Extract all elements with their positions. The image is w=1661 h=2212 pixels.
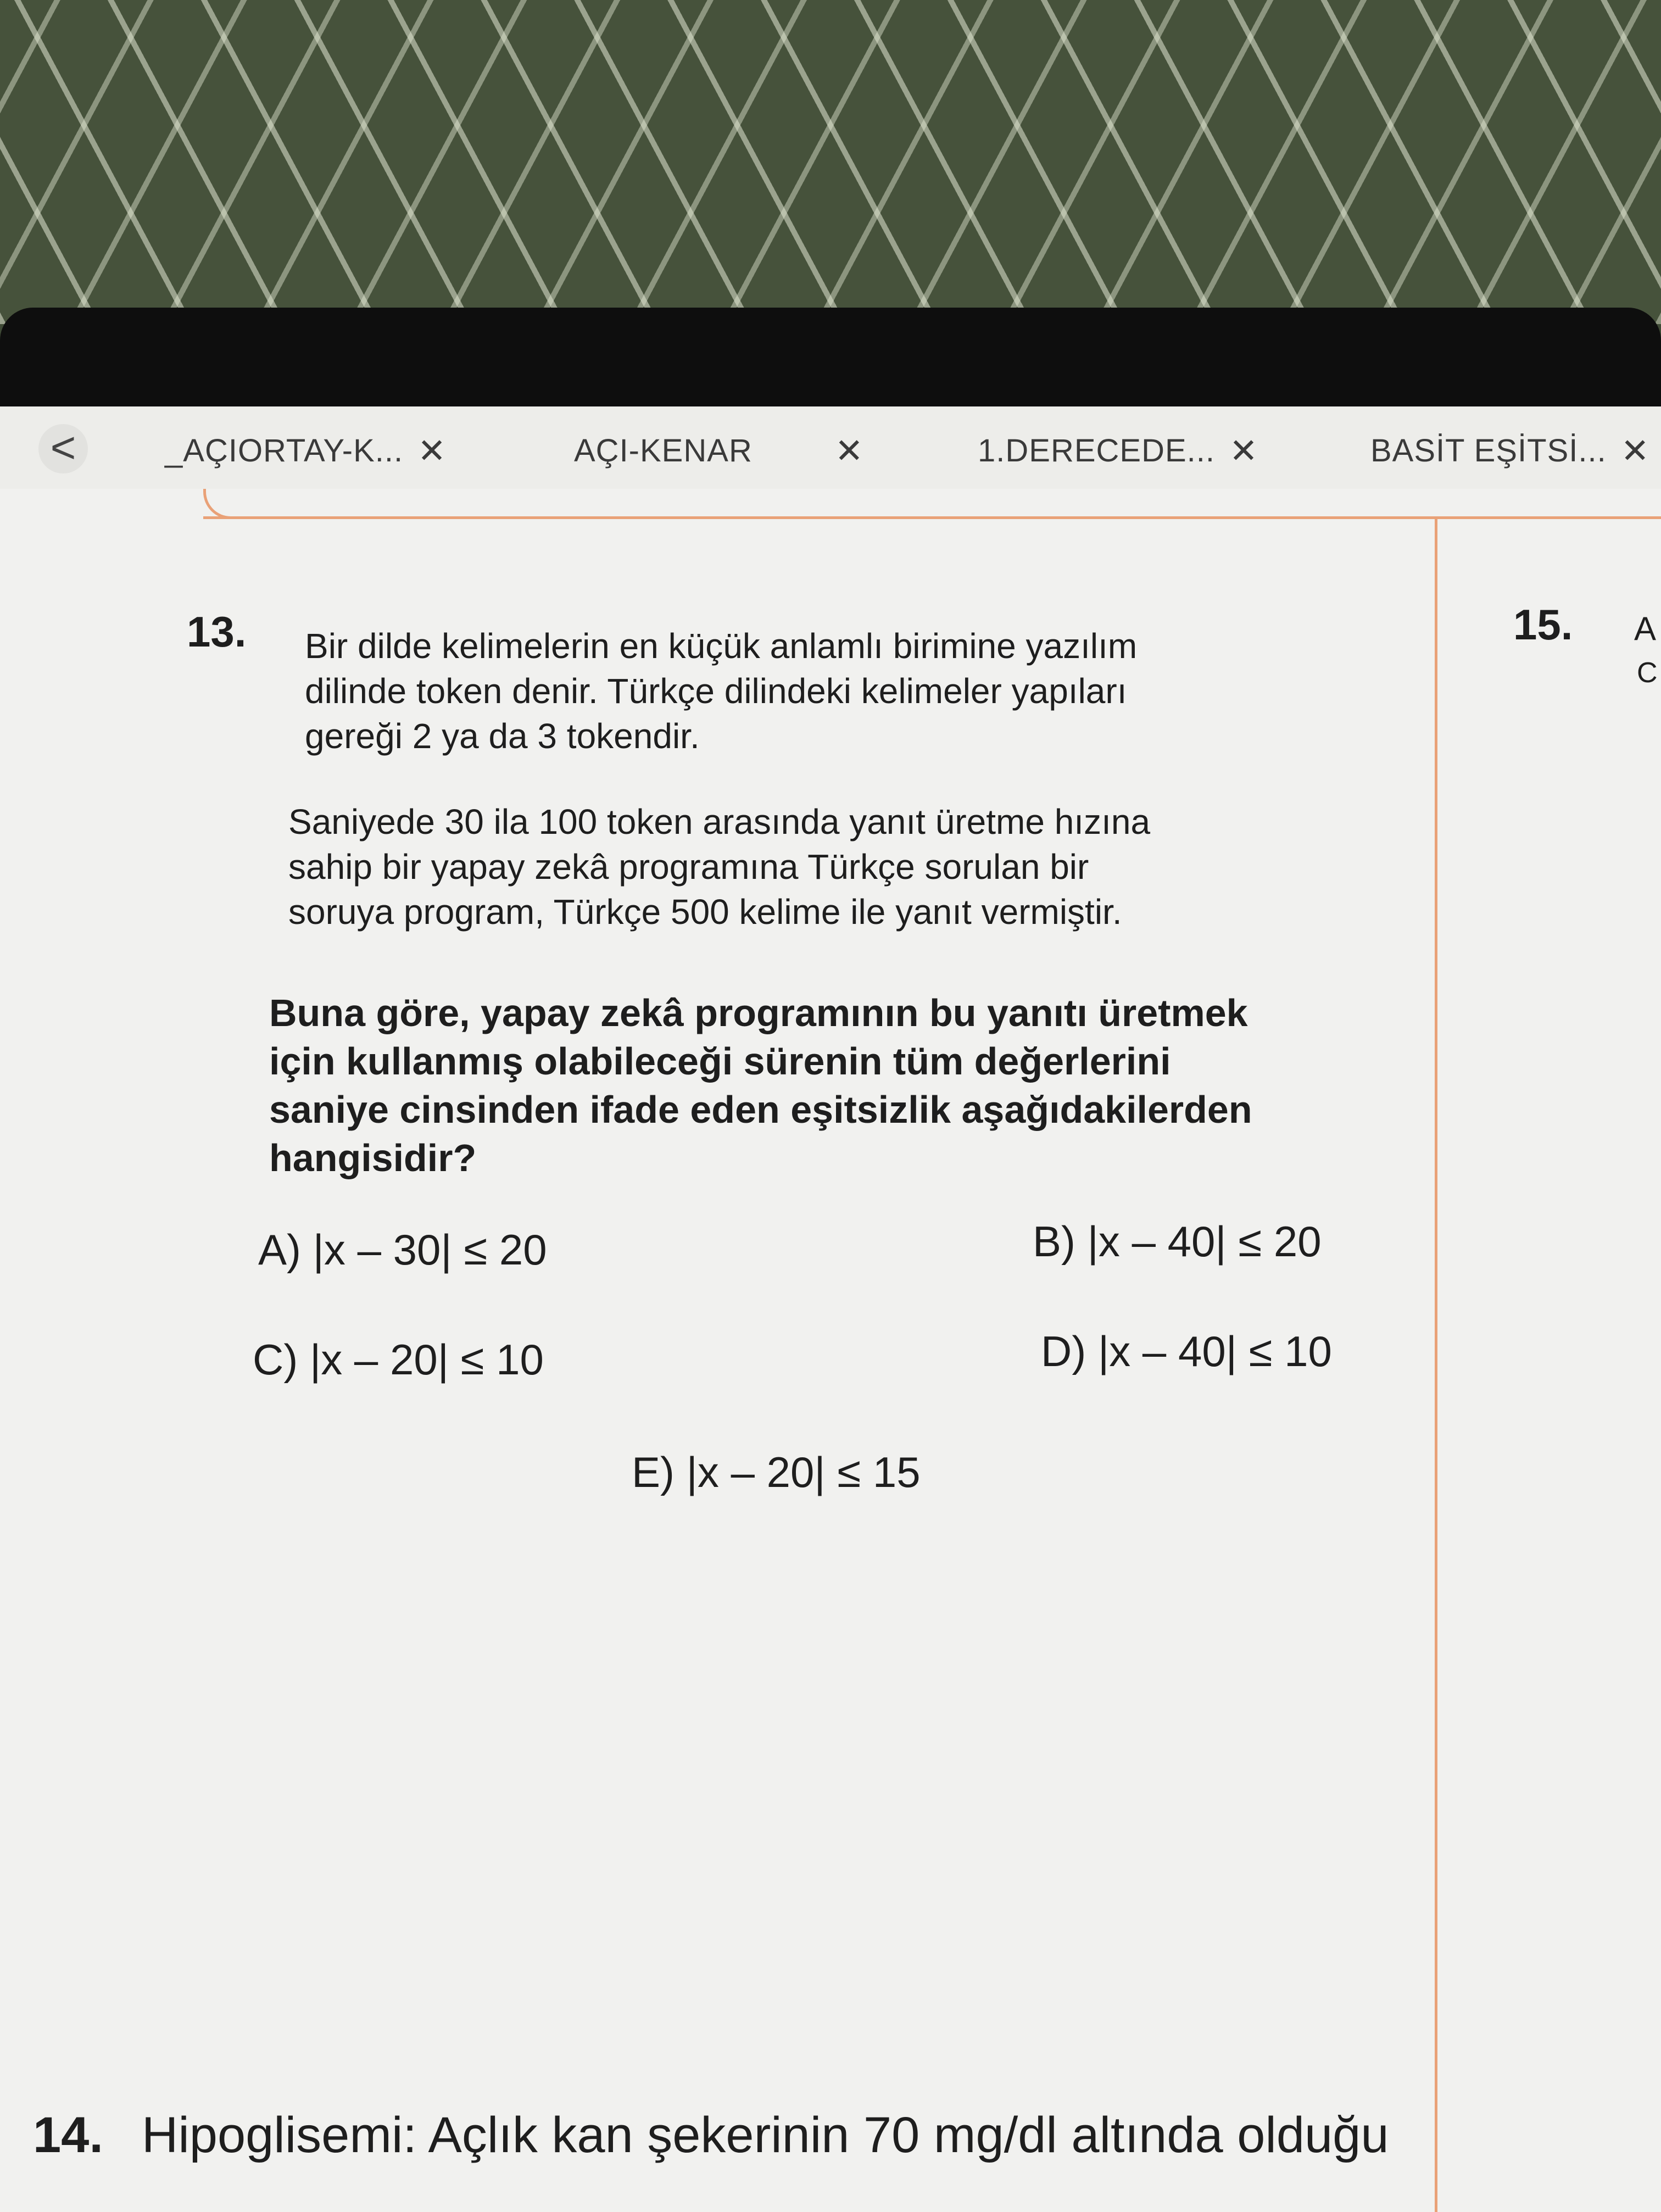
text-line: Bir dilde kelimelerin en küçük anlamlı birimine yazılım [305, 626, 1138, 666]
question-13-prompt [269, 989, 1252, 1182]
text-line: için kullanmış olabileceği sürenin tüm değerlerini [269, 1040, 1171, 1083]
document-page [0, 406, 1661, 2212]
text-line: Buna göre, yapay zekâ programının bu yanıtı üretmek [269, 991, 1248, 1034]
question-15-text-fragment: C [1637, 657, 1658, 689]
tab-label: 1.DERECEDE... [978, 432, 1215, 469]
option-d: D) |x – 40| ≤ 10 [1041, 1327, 1332, 1375]
tab-label: AÇI-KENAR [574, 432, 753, 469]
tab-label: BASİT EŞİTSİ... [1370, 432, 1607, 469]
close-icon[interactable]: ✕ [834, 432, 863, 470]
question-14-text: Hipoglisemi: Açlık kan şekerinin 70 mg/dl altında olduğu [141, 2107, 1389, 2163]
text-line: dilinde token denir. Türkçe dilindeki kelimeler yapıları [305, 671, 1127, 711]
option-b: B) |x – 40| ≤ 20 [1033, 1217, 1322, 1266]
question-13-context [288, 799, 1150, 934]
question-15-number: 15. [1513, 600, 1573, 649]
back-chevron-icon[interactable]: < [38, 424, 88, 473]
text-line: gereği 2 ya da 3 tokendir. [305, 716, 700, 756]
close-icon[interactable]: ✕ [1620, 432, 1649, 470]
question-13-intro [305, 623, 1137, 759]
text-line: Saniyede 30 ila 100 token arasında yanıt üretme hızına [288, 802, 1151, 842]
question-14 [33, 2107, 1389, 2164]
close-icon[interactable]: ✕ [417, 432, 447, 470]
close-icon[interactable]: ✕ [1229, 432, 1258, 470]
question-13-number: 13. [187, 608, 247, 656]
text-line: hangisidir? [269, 1136, 477, 1179]
option-e: E) |x – 20| ≤ 15 [632, 1448, 921, 1496]
option-a: A) |x – 30| ≤ 20 [258, 1225, 547, 1274]
text-line: saniye cinsinden ifade eden eşitsizlik aşağıdakilerden [269, 1088, 1252, 1131]
question-14-number: 14. [33, 2107, 103, 2163]
background-fabric [0, 0, 1661, 324]
text-line: soruya program, Türkçe 500 kelime ile yanıt vermiştir. [288, 892, 1122, 932]
question-15-text-fragment: A [1634, 610, 1657, 647]
text-line: sahip bir yapay zekâ programına Türkçe sorulan bir [288, 847, 1089, 887]
tablet-screen [0, 406, 1661, 2212]
tab-label: _AÇIORTAY-K... [165, 432, 404, 469]
option-c: C) |x – 20| ≤ 10 [253, 1335, 544, 1384]
